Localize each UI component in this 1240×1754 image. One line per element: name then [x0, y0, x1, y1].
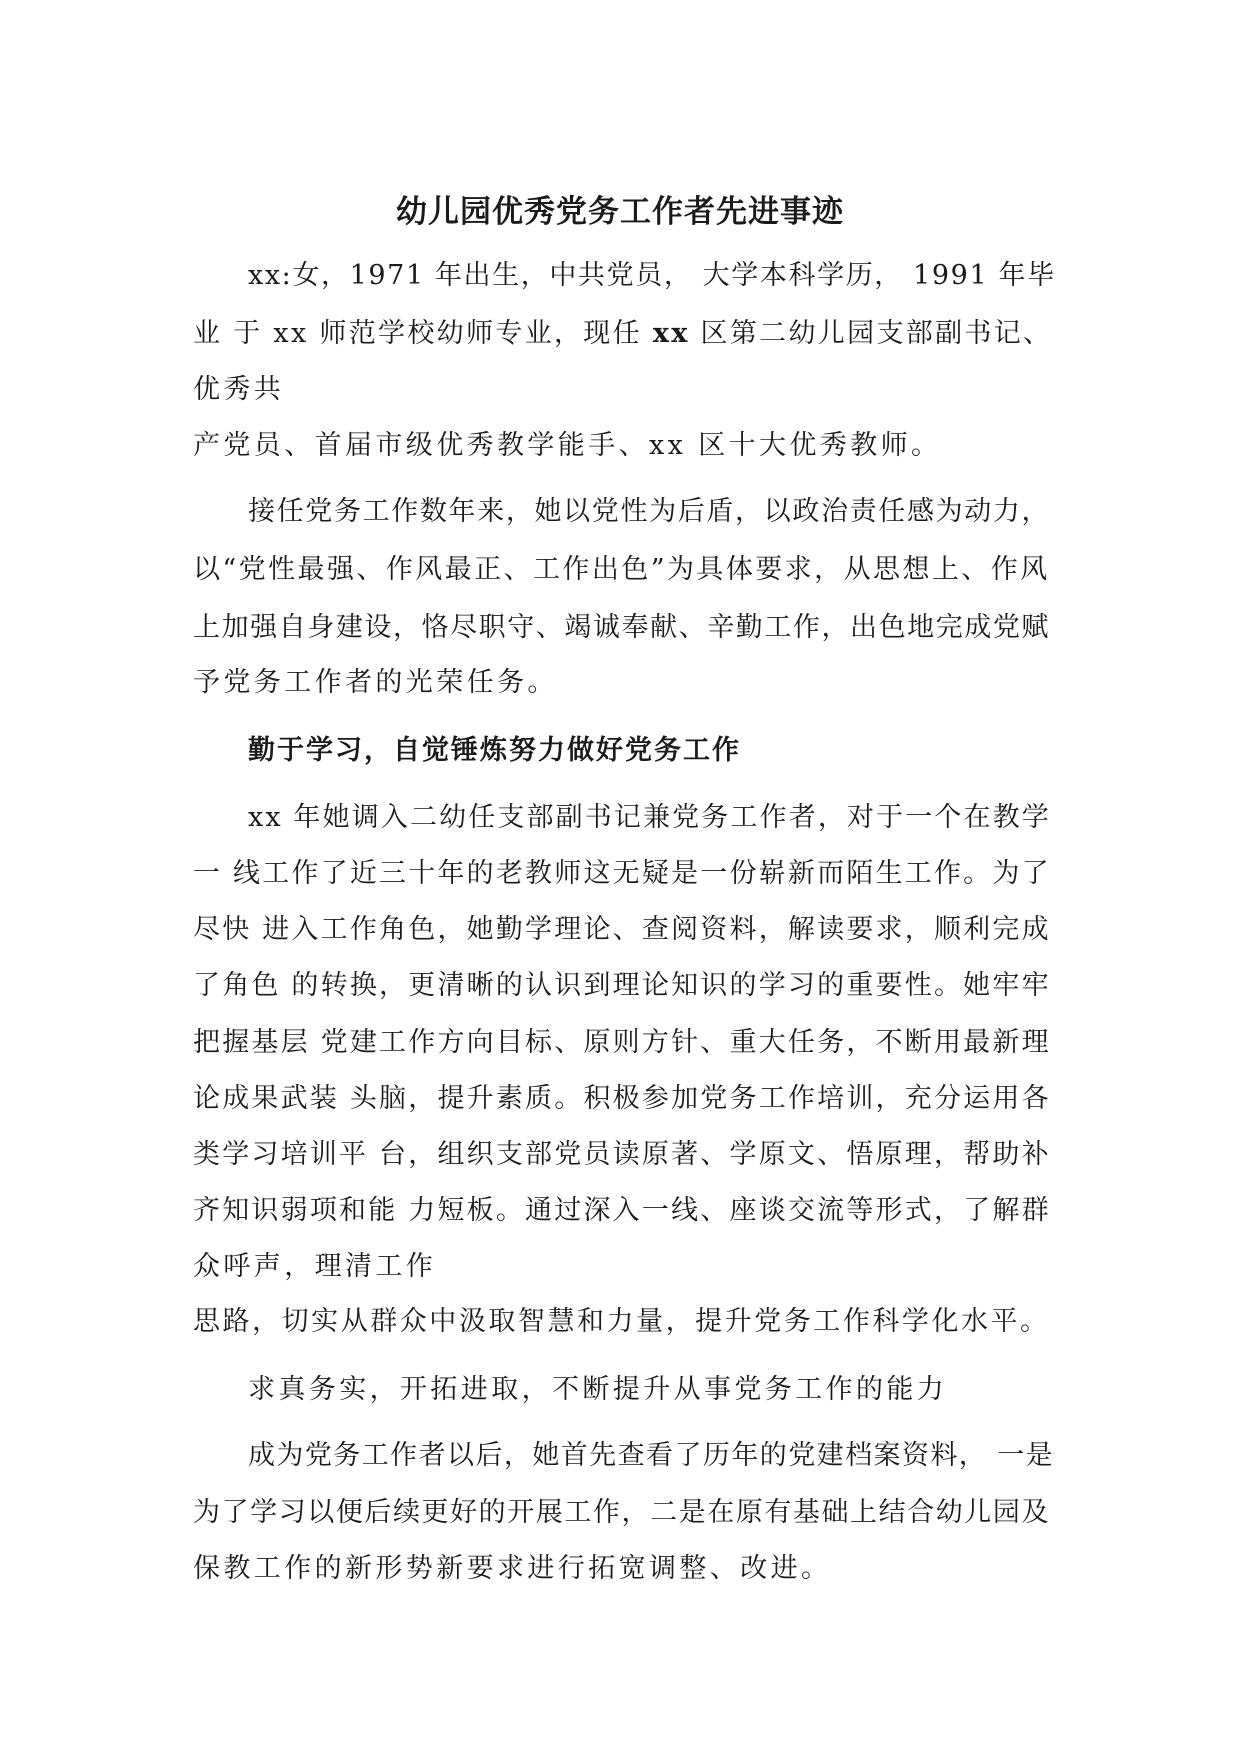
intro-line-2-part-a: 业 于 xx 师范学校幼师专业，现任	[193, 318, 653, 349]
document-title: 幼儿园优秀党务工作者先进事迹	[396, 194, 844, 230]
para3-line-6: 论成果武装 头脑，提升素质。积极参加党务工作培训，充分运用各	[193, 1083, 1051, 1114]
intro-line-4: 产党员、首届市级优秀教学能手、xx 区十大优秀教师。	[193, 430, 942, 461]
para4-line-2: 为了学习以便后续更好的开展工作，二是在原有基础上结合幼儿园及	[193, 1497, 1050, 1528]
para3-line-10: 思路，切实从群众中汲取智慧和力量，提升党务工作科学化水平。	[193, 1306, 1050, 1337]
section-heading-2: 求真务实，开拓进取，不断提升从事党务工作的能力	[248, 1374, 948, 1405]
intro-line-3: 优秀共	[193, 374, 285, 405]
para3-line-5: 把握基层 党建工作方向目标、原则方针、重大任务，不断用最新理	[193, 1027, 1051, 1058]
section-heading-1: 勤于学习，自觉锤炼努力做好党务工作	[248, 735, 741, 766]
intro-line-1: xx:女，1971 年出生，中共党员， 大学本科学历， 1991 年毕	[248, 260, 1056, 291]
para3-line-9: 众呼声，理清工作	[193, 1251, 437, 1282]
para3-line-7: 类学习培训平 台，组织支部党员读原著、学原文、悟原理，帮助补	[193, 1139, 1051, 1170]
intro-line-2-part-c: 区第二幼儿园支部副书记、	[689, 318, 1053, 349]
intro-line-2-bold: xx	[652, 318, 690, 349]
intro-line-2	[193, 316, 1052, 352]
para3-line-1: xx 年她调入二幼任支部副书记兼党务工作者，对于一个在教学	[248, 802, 1051, 833]
para3-line-8: 齐知识弱项和能 力短板。通过深入一线、座谈交流等形式，了解群	[193, 1195, 1051, 1226]
para4-line-1: 成为党务工作者以后，她首先查看了历年的党建档案资料， 一是	[248, 1440, 1055, 1471]
para3-line-3: 尽快 进入工作角色，她勤学理论、查阅资料，解读要求，顺利完成	[193, 914, 1051, 945]
para3-line-4: 了角色 的转换，更清晰的认识到理论知识的学习的重要性。她牢牢	[193, 970, 1051, 1001]
para3-line-2: 一 线工作了近三十年的老教师这无疑是一份崭新而陌生工作。为了	[193, 858, 1051, 889]
para2-line-1: 接任党务工作数年来，她以党性为后盾，以政治责任感为动力，	[248, 496, 1051, 527]
para2-line-2: 以“党性最强、作风最正、工作出色”为具体要求，从思想上、作风	[193, 554, 1050, 585]
para2-line-3: 上加强自身建设，恪尽职守、竭诚奉献、辛勤工作，出色地完成党赋	[193, 612, 1050, 643]
para2-line-4: 予党务工作者的光荣任务。	[193, 667, 558, 698]
para4-line-3: 保教工作的新形势新要求进行拓宽调整、改进。	[193, 1553, 832, 1584]
